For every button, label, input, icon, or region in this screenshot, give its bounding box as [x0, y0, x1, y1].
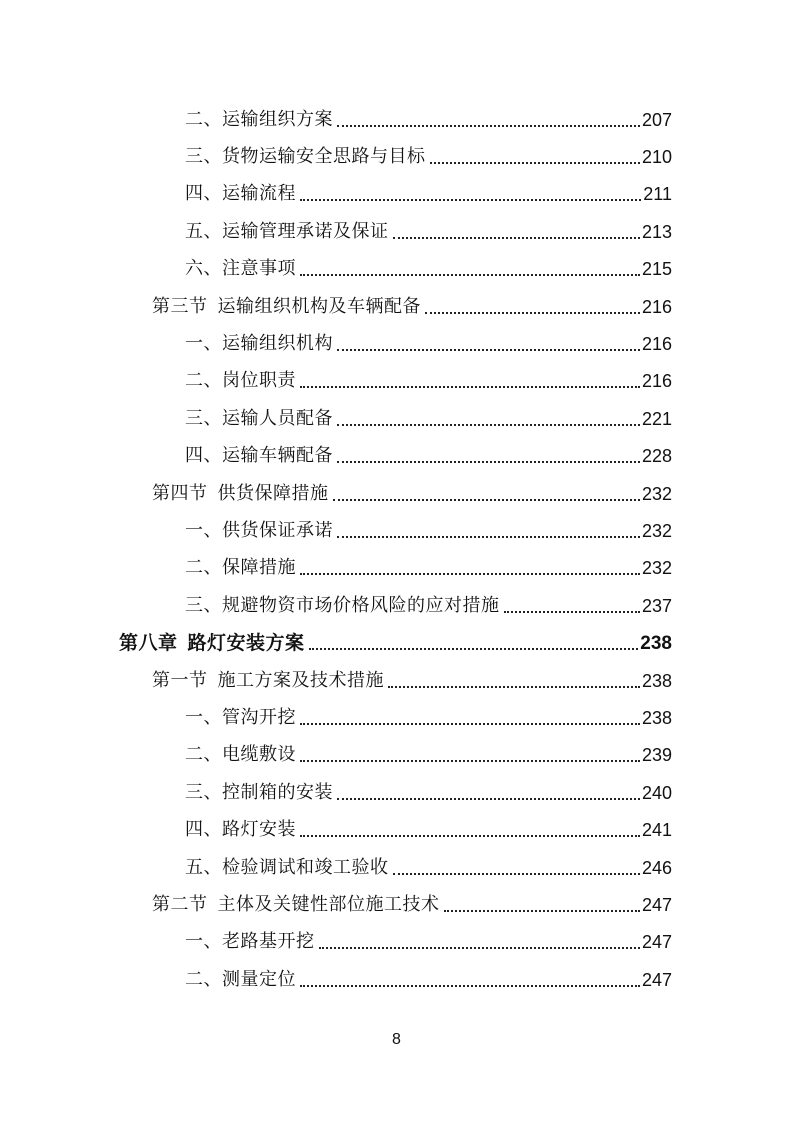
toc-entry-prefix: 二、: [185, 557, 222, 579]
toc-entry-title: [185, 220, 389, 242]
toc-entry-prefix: 四、: [185, 819, 222, 841]
toc-entry-prefix: 五、: [185, 220, 222, 242]
toc-entry-prefix: 第四节: [152, 482, 208, 504]
toc-item-entry[interactable]: [0, 213, 793, 250]
toc-entry-prefix: 四、: [185, 445, 222, 467]
toc-entry-text: 控制箱的安装: [222, 781, 333, 803]
toc-item-entry[interactable]: [0, 849, 793, 886]
toc-entry-page: 240: [641, 782, 672, 803]
toc-entry-text: 运输车辆配备: [222, 445, 333, 467]
toc-entry-text: 运输流程: [222, 183, 296, 205]
toc-entry-prefix: 五、: [185, 856, 222, 878]
toc-item-entry[interactable]: [0, 176, 793, 213]
toc-entry-prefix: 二、: [185, 108, 222, 130]
toc-entry-page: 221: [641, 408, 672, 429]
toc-item-entry[interactable]: [0, 737, 793, 774]
toc-item-entry[interactable]: [0, 774, 793, 811]
toc-item-entry[interactable]: [0, 438, 793, 475]
toc-dot-leader: [504, 611, 640, 613]
toc-dot-leader: [393, 873, 640, 875]
toc-item-entry[interactable]: [0, 400, 793, 437]
toc-entry-page: 216: [641, 296, 672, 317]
toc-entry-text: 规避物资市场价格风险的应对措施: [222, 594, 500, 616]
toc-entry-page: 247: [641, 894, 672, 915]
toc-entry-title: [185, 746, 296, 764]
toc-entry-prefix: 一、: [185, 706, 222, 728]
toc-entry-title: [185, 447, 333, 465]
toc-entry-title: [185, 933, 315, 951]
toc-entry-prefix: 三、: [185, 781, 222, 803]
toc-section-entry[interactable]: [0, 662, 793, 699]
toc-entry-text: 注意事项: [222, 258, 296, 280]
toc-item-entry[interactable]: [0, 251, 793, 288]
toc-item-entry[interactable]: [0, 961, 793, 998]
toc-dot-leader: [430, 162, 640, 164]
toc-entry-page: 241: [641, 820, 672, 841]
toc-entry-text: 运输组织方案: [222, 108, 333, 130]
toc-dot-leader: [393, 237, 640, 239]
toc-entry-title: [185, 372, 296, 390]
toc-dot-leader: [300, 835, 640, 837]
toc-entry-page: 211: [643, 184, 672, 205]
toc-entry-text: 路灯安装: [222, 819, 296, 841]
toc-dot-leader: [300, 274, 640, 276]
toc-entry-prefix: 一、: [185, 333, 222, 355]
toc-section-entry[interactable]: [0, 475, 793, 512]
toc-entry-title: [185, 781, 333, 803]
toc-entry-title: [185, 185, 296, 203]
toc-dot-leader: [300, 985, 640, 987]
toc-entry-page: 232: [641, 483, 672, 504]
toc-entry-title: [185, 821, 296, 839]
toc-entry-title: [185, 594, 500, 616]
toc-entry-prefix: 第八章: [119, 631, 178, 654]
toc-entry-prefix: 三、: [185, 594, 222, 616]
toc-entry-text: 主体及关键性部位施工技术: [217, 893, 440, 915]
toc-dot-leader: [300, 386, 640, 388]
toc-entry-page: 207: [641, 109, 672, 130]
toc-dot-leader: [337, 461, 640, 463]
toc-item-entry[interactable]: [0, 811, 793, 848]
toc-entry-title: [185, 856, 389, 878]
toc-entry-text: 岗位职责: [222, 370, 296, 392]
toc-entry-text: 供货保障措施: [217, 482, 329, 504]
toc-entry-page: 213: [641, 221, 672, 242]
toc-entry-text: 老路基开挖: [222, 931, 315, 953]
toc-entry-page: 247: [641, 969, 672, 990]
toc-dot-leader: [300, 573, 640, 575]
toc-entry-page: 239: [641, 745, 672, 766]
toc-entry-title: [185, 260, 296, 278]
toc-entry-title: [152, 295, 421, 317]
toc-entry-text: 保障措施: [222, 557, 296, 579]
toc-item-entry[interactable]: [0, 699, 793, 736]
toc-entry-prefix: 二、: [185, 744, 222, 766]
toc-dot-leader: [333, 499, 640, 501]
toc-entry-title: [185, 519, 333, 541]
toc-entry-text: 路灯安装方案: [187, 631, 305, 654]
toc-entry-title: [152, 669, 384, 691]
toc-entry-page: 237: [641, 595, 672, 616]
toc-entry-text: 运输组织机构及车辆配备: [217, 295, 421, 317]
toc-entry-page: 232: [641, 558, 672, 579]
page-number: 8: [392, 1031, 401, 1048]
toc-entry-prefix: 二、: [185, 370, 222, 392]
toc-entry-title: [185, 108, 333, 130]
toc-entry-title: [185, 335, 333, 353]
toc-entry-prefix: 第三节: [152, 295, 208, 317]
toc-entry-text: 运输人员配备: [222, 407, 333, 429]
toc-entry-prefix: 一、: [185, 519, 222, 541]
toc-entry-text: 电缆敷设: [222, 744, 296, 766]
toc-dot-leader: [388, 686, 640, 688]
toc-item-entry[interactable]: [0, 101, 793, 138]
toc-entry-text: 管沟开挖: [222, 706, 296, 728]
toc-entry-title: [185, 968, 296, 990]
toc-dot-leader: [337, 536, 640, 538]
toc-item-entry[interactable]: [0, 924, 793, 961]
toc-entry-title: [185, 559, 296, 577]
toc-chapter-entry[interactable]: [0, 624, 793, 661]
toc-entry-prefix: 三、: [185, 407, 222, 429]
toc-entry-title: [185, 407, 333, 429]
toc-entry-page: 216: [641, 371, 672, 392]
toc-dot-leader: [337, 349, 640, 351]
toc-entry-prefix: 六、: [185, 258, 222, 280]
toc-item-entry[interactable]: [0, 587, 793, 624]
toc-dot-leader: [300, 199, 641, 201]
toc-item-entry[interactable]: [0, 138, 793, 175]
toc-entry-page: 238: [641, 707, 672, 728]
toc-dot-leader: [425, 312, 640, 314]
toc-entry-title: [152, 893, 440, 915]
toc-entry-prefix: 第二节: [152, 893, 208, 915]
toc-entry-page: 238: [640, 632, 672, 654]
toc-entry-prefix: 四、: [185, 183, 222, 205]
toc-entry-page: 210: [641, 147, 672, 168]
toc-entry-text: 施工方案及技术措施: [217, 669, 384, 691]
toc-item-entry[interactable]: [0, 550, 793, 587]
toc-dot-leader: [444, 910, 640, 912]
toc-dot-leader: [337, 424, 640, 426]
toc-entry-text: 运输组织机构: [222, 333, 333, 355]
toc-entry-page: 246: [641, 857, 672, 878]
toc-entry-prefix: 二、: [185, 968, 222, 990]
table-of-contents: [0, 101, 793, 998]
toc-entry-title: [185, 706, 296, 728]
toc-entry-text: 货物运输安全思路与目标: [222, 146, 426, 168]
toc-entry-prefix: 第一节: [152, 669, 208, 691]
toc-entry-text: 检验调试和竣工验收: [222, 856, 389, 878]
toc-entry-text: 供货保证承诺: [222, 519, 333, 541]
toc-entry-page: 228: [641, 446, 672, 467]
toc-entry-page: 216: [641, 334, 672, 355]
toc-dot-leader: [337, 125, 640, 127]
toc-entry-text: 运输管理承诺及保证: [222, 220, 389, 242]
toc-entry-page: 238: [641, 670, 672, 691]
toc-item-entry[interactable]: [0, 363, 793, 400]
toc-entry-title: [119, 631, 305, 654]
toc-dot-leader: [300, 760, 640, 762]
toc-entry-prefix: 一、: [185, 931, 222, 953]
toc-entry-prefix: 三、: [185, 146, 222, 168]
toc-dot-leader: [309, 648, 639, 650]
toc-dot-leader: [319, 947, 640, 949]
toc-entry-title: [152, 482, 329, 504]
toc-section-entry[interactable]: [0, 288, 793, 325]
toc-entry-page: 232: [641, 520, 672, 541]
toc-dot-leader: [337, 798, 640, 800]
toc-entry-page: 247: [641, 932, 672, 953]
toc-item-entry[interactable]: [0, 325, 793, 362]
toc-entry-text: 测量定位: [222, 968, 296, 990]
toc-entry-title: [185, 148, 426, 166]
toc-item-entry[interactable]: [0, 512, 793, 549]
toc-dot-leader: [300, 723, 640, 725]
toc-entry-page: 215: [641, 259, 672, 280]
toc-section-entry[interactable]: [0, 886, 793, 923]
